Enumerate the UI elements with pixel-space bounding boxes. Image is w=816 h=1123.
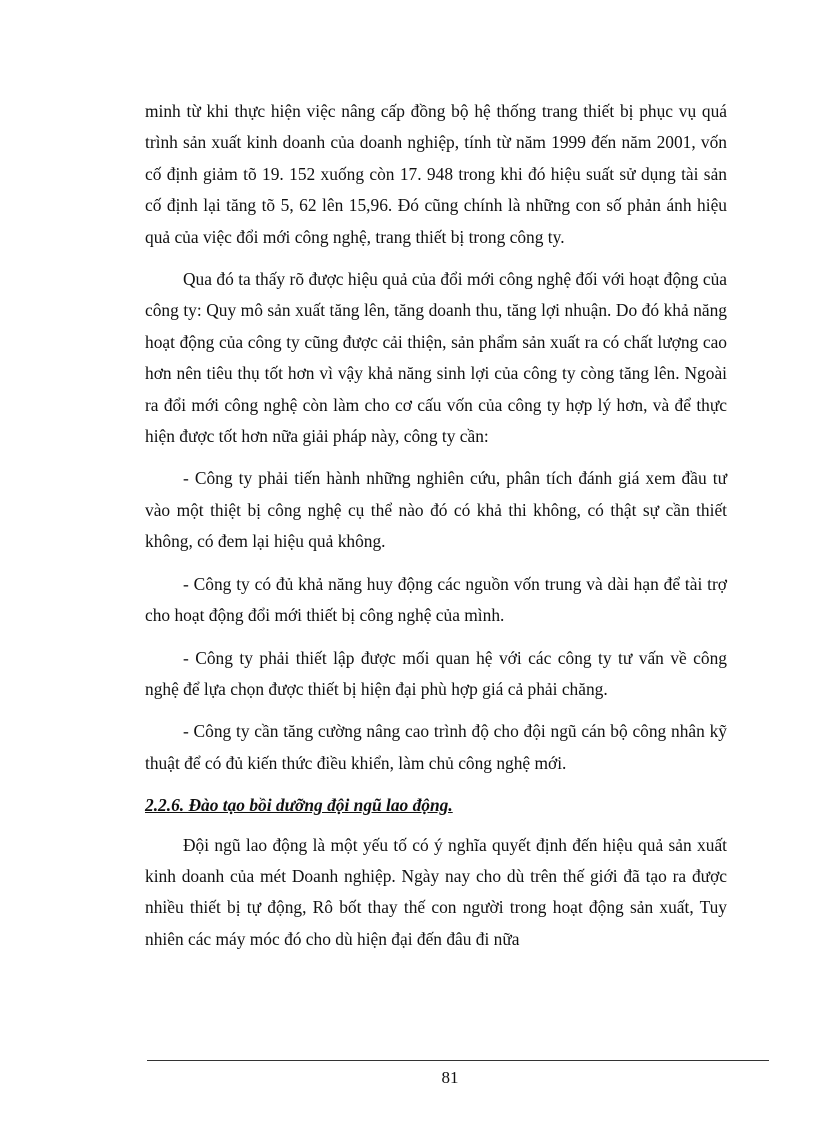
section-heading: 2.2.6. Đào tạo bồi dưỡng đội ngũ lao động. xyxy=(145,795,453,816)
bullet-staff-training: - Công ty cần tăng cường nâng cao trình độ cho đội ngũ cán bộ công nhân kỹ thuật để có đủ kiến thức điều khiển, làm chủ công nghệ mới. xyxy=(145,721,727,773)
bullet-research-evaluation: - Công ty phải tiến hành những nghiên cứu, phân tích đánh giá xem đầu tư vào một thiệt bị công nghệ cụ thể nào đó có khả thi không, có thật sự cần thiết không, có đem lại hiệu quả không. xyxy=(145,468,727,552)
page-number: 81 xyxy=(441,1068,459,1087)
paragraph-workforce: Đội ngũ lao động là một yếu tố có ý nghĩa quyết định đến hiệu quả sản xuất kinh doanh của mét Doanh nghiệp. Ngày nay cho dù trên thế giới đã tạo ra được nhiều thiết bị tự động, Rô bốt thay thế con người trong hoạt động sản xuất, Tuy nhiên các máy móc đó cho dù hiện đại đến đâu đi nữa xyxy=(145,834,727,949)
paragraph-continuation: minh từ khi thực hiện việc nâng cấp đồng bộ hệ thống trang thiết bị phục vụ quá trình sản xuất kinh doanh của doanh nghiệp, tính từ năm 1999 đến năm 2001, vốn cố định giảm tõ 19. 152 xuống còn 17. 948 trong khi đó hiệu suất sử dụng tài sản cố định lại tăng tõ 5, 62 lên 15,96. Đó cũng chính là những con số phản ánh hiệu quả của việc đổi mới công nghệ, trang thiết bị trong công ty. xyxy=(145,101,727,247)
paragraph-innovation-effects: Qua đó ta thấy rõ được hiệu quả của đổi mới công nghệ đối với hoạt động của công ty: Quy mô sản xuất tăng lên, tăng doanh thu, tăng lợi nhuận. Do đó khả năng hoạt động của công ty cũng được cải thiện, sản phẩm sản xuất ra có chất lượng cao hơn nên tiêu thụ tốt hơn vì vậy khả năng sinh lợi của công ty còng tăng lên. Ngoài ra đổi mới công nghệ còn làm cho cơ cấu vốn của công ty hợp lý hơn, và để thực hiện được tốt hơn nữa giải pháp này, công ty cần: xyxy=(145,269,727,447)
bullet-capital-mobilization: - Công ty có đủ khả năng huy động các nguồn vốn trung và dài hạn để tài trợ cho hoạt động đổi mới thiết bị công nghệ của mình. xyxy=(145,573,727,626)
document-body xyxy=(145,96,727,966)
bullet-consulting-relations: - Công ty phải thiết lập được mối quan hệ với các công ty tư vấn về công nghệ để lựa chọn được thiết bị hiện đại phù hợp giá cả phải chăng. xyxy=(145,647,727,699)
footer-divider xyxy=(147,1060,769,1061)
